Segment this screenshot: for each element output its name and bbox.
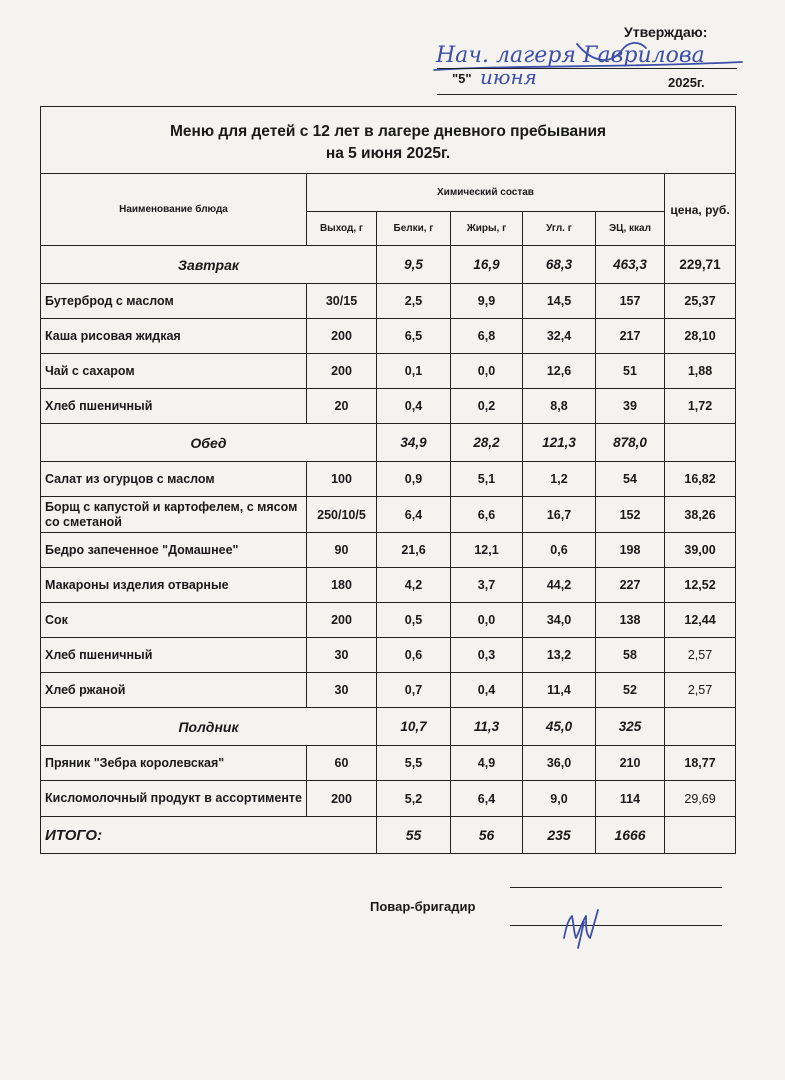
dish-yield: 180 bbox=[307, 568, 377, 603]
dish-fat: 0,2 bbox=[451, 389, 523, 424]
dish-price: 28,10 bbox=[665, 319, 736, 354]
table-row bbox=[41, 638, 736, 673]
menu-title-line1: Меню для детей с 12 лет в лагере дневного пребывания bbox=[169, 123, 607, 140]
dish-fat: 6,4 bbox=[451, 781, 523, 817]
header-protein: Белки, г bbox=[377, 212, 451, 246]
table-row bbox=[41, 533, 736, 568]
header-fat: Жиры, г bbox=[451, 212, 523, 246]
total-protein: 55 bbox=[377, 817, 451, 854]
table-row bbox=[41, 568, 736, 603]
dish-name: Каша рисовая жидкая bbox=[41, 319, 307, 354]
section-price bbox=[665, 708, 736, 746]
section-name: Полдник bbox=[41, 708, 377, 746]
dish-energy: 114 bbox=[596, 781, 665, 817]
dish-price: 29,69 bbox=[665, 781, 736, 817]
section-carbs: 121,3 bbox=[523, 424, 596, 462]
dish-fat: 9,9 bbox=[451, 284, 523, 319]
total-carbs: 235 bbox=[523, 817, 596, 854]
section-price: 229,71 bbox=[665, 246, 736, 284]
dish-energy: 210 bbox=[596, 746, 665, 781]
section-carbs: 68,3 bbox=[523, 246, 596, 284]
dish-carbs: 32,4 bbox=[523, 319, 596, 354]
dish-protein: 4,2 bbox=[377, 568, 451, 603]
dish-energy: 52 bbox=[596, 673, 665, 708]
table-row bbox=[41, 603, 736, 638]
dish-price: 1,72 bbox=[665, 389, 736, 424]
dish-name: Пряник "Зебра королевская" bbox=[41, 746, 307, 781]
dish-price: 18,77 bbox=[665, 746, 736, 781]
dish-name: Хлеб пшеничный bbox=[41, 389, 307, 424]
dish-yield: 200 bbox=[307, 603, 377, 638]
dish-fat: 6,8 bbox=[451, 319, 523, 354]
total-price bbox=[665, 817, 736, 854]
dish-energy: 54 bbox=[596, 462, 665, 497]
table-row bbox=[41, 746, 736, 781]
dish-energy: 198 bbox=[596, 533, 665, 568]
section-row-breakfast bbox=[41, 246, 736, 284]
dish-carbs: 14,5 bbox=[523, 284, 596, 319]
dish-fat: 0,4 bbox=[451, 673, 523, 708]
dish-protein: 6,4 bbox=[377, 497, 451, 533]
total-row bbox=[41, 817, 736, 854]
dish-protein: 5,2 bbox=[377, 781, 451, 817]
total-fat: 56 bbox=[451, 817, 523, 854]
dish-energy: 39 bbox=[596, 389, 665, 424]
dish-carbs: 1,2 bbox=[523, 462, 596, 497]
section-price bbox=[665, 424, 736, 462]
dish-yield: 200 bbox=[307, 781, 377, 817]
table-row bbox=[41, 389, 736, 424]
dish-energy: 227 bbox=[596, 568, 665, 603]
dish-name: Хлеб ржаной bbox=[41, 673, 307, 708]
section-protein: 9,5 bbox=[377, 246, 451, 284]
section-name: Обед bbox=[41, 424, 377, 462]
header-price: цена, руб. bbox=[665, 174, 736, 246]
dish-protein: 21,6 bbox=[377, 533, 451, 568]
section-row-snack bbox=[41, 708, 736, 746]
section-energy: 463,3 bbox=[596, 246, 665, 284]
dish-yield: 90 bbox=[307, 533, 377, 568]
total-energy: 1666 bbox=[596, 817, 665, 854]
dish-name: Бутерброд с маслом bbox=[41, 284, 307, 319]
section-fat: 16,9 bbox=[451, 246, 523, 284]
dish-yield: 200 bbox=[307, 354, 377, 389]
dish-fat: 0,3 bbox=[451, 638, 523, 673]
table-row bbox=[41, 462, 736, 497]
dish-fat: 5,1 bbox=[451, 462, 523, 497]
dish-protein: 0,9 bbox=[377, 462, 451, 497]
dish-protein: 0,1 bbox=[377, 354, 451, 389]
table-row bbox=[41, 284, 736, 319]
section-fat: 11,3 bbox=[451, 708, 523, 746]
dish-carbs: 0,6 bbox=[523, 533, 596, 568]
dish-fat: 0,0 bbox=[451, 603, 523, 638]
header-yield: Выход, г bbox=[307, 212, 377, 246]
dish-protein: 0,6 bbox=[377, 638, 451, 673]
approval-year: 2025г. bbox=[668, 75, 705, 90]
dish-protein: 6,5 bbox=[377, 319, 451, 354]
menu-table bbox=[40, 106, 736, 854]
dish-carbs: 8,8 bbox=[523, 389, 596, 424]
dish-energy: 157 bbox=[596, 284, 665, 319]
dish-energy: 51 bbox=[596, 354, 665, 389]
dish-yield: 200 bbox=[307, 319, 377, 354]
section-fat: 28,2 bbox=[451, 424, 523, 462]
dish-price: 2,57 bbox=[665, 673, 736, 708]
dish-yield: 20 bbox=[307, 389, 377, 424]
approval-month-handwritten bbox=[478, 64, 568, 92]
dish-price: 2,57 bbox=[665, 638, 736, 673]
dish-name: Бедро запеченное "Домашнее" bbox=[41, 533, 307, 568]
header-carbs: Угл. г bbox=[523, 212, 596, 246]
dish-yield: 30/15 bbox=[307, 284, 377, 319]
section-protein: 10,7 bbox=[377, 708, 451, 746]
dish-carbs: 44,2 bbox=[523, 568, 596, 603]
table-row bbox=[41, 354, 736, 389]
approval-line-2 bbox=[437, 94, 737, 95]
dish-price: 12,52 bbox=[665, 568, 736, 603]
dish-protein: 0,7 bbox=[377, 673, 451, 708]
dish-price: 38,26 bbox=[665, 497, 736, 533]
dish-carbs: 12,6 bbox=[523, 354, 596, 389]
table-row bbox=[41, 673, 736, 708]
dish-price: 12,44 bbox=[665, 603, 736, 638]
dish-energy: 58 bbox=[596, 638, 665, 673]
header-energy: ЭЦ, ккал bbox=[596, 212, 665, 246]
dish-yield: 30 bbox=[307, 638, 377, 673]
dish-fat: 12,1 bbox=[451, 533, 523, 568]
total-label: ИТОГО: bbox=[41, 817, 377, 854]
cook-line-top bbox=[510, 887, 722, 888]
dish-carbs: 9,0 bbox=[523, 781, 596, 817]
menu-title bbox=[41, 107, 736, 174]
section-name: Завтрак bbox=[41, 246, 377, 284]
dish-protein: 2,5 bbox=[377, 284, 451, 319]
approval-label: Утверждаю: bbox=[624, 24, 708, 40]
head-signature-text: Нач. лагеря Гаврилова bbox=[436, 43, 705, 68]
dish-carbs: 36,0 bbox=[523, 746, 596, 781]
dish-yield: 100 bbox=[307, 462, 377, 497]
dish-name: Борщ с капустой и картофелем, с мясом со сметаной bbox=[41, 497, 307, 533]
dish-name: Кисломолочный продукт в ассортименте bbox=[41, 781, 307, 817]
cook-signature bbox=[550, 902, 610, 954]
dish-name: Сок bbox=[41, 603, 307, 638]
dish-carbs: 13,2 bbox=[523, 638, 596, 673]
menu-title-line2: на 5 июня 2025г. bbox=[325, 145, 451, 162]
dish-yield: 60 bbox=[307, 746, 377, 781]
dish-protein: 0,5 bbox=[377, 603, 451, 638]
section-energy: 325 bbox=[596, 708, 665, 746]
section-carbs: 45,0 bbox=[523, 708, 596, 746]
dish-fat: 0,0 bbox=[451, 354, 523, 389]
dish-price: 25,37 bbox=[665, 284, 736, 319]
dish-yield: 250/10/5 bbox=[307, 497, 377, 533]
section-energy: 878,0 bbox=[596, 424, 665, 462]
dish-fat: 6,6 bbox=[451, 497, 523, 533]
dish-energy: 152 bbox=[596, 497, 665, 533]
dish-name: Хлеб пшеничный bbox=[41, 638, 307, 673]
dish-price: 39,00 bbox=[665, 533, 736, 568]
dish-fat: 4,9 bbox=[451, 746, 523, 781]
cook-label: Повар-бригадир bbox=[370, 899, 476, 914]
header-dish: Наименование блюда bbox=[41, 174, 307, 246]
table-row bbox=[41, 497, 736, 533]
dish-price: 16,82 bbox=[665, 462, 736, 497]
dish-name: Макароны изделия отварные bbox=[41, 568, 307, 603]
dish-protein: 5,5 bbox=[377, 746, 451, 781]
dish-fat: 3,7 bbox=[451, 568, 523, 603]
dish-name: Салат из огурцов с маслом bbox=[41, 462, 307, 497]
table-row bbox=[41, 781, 736, 817]
header-chem: Химический состав bbox=[307, 174, 665, 212]
dish-energy: 138 bbox=[596, 603, 665, 638]
dish-price: 1,88 bbox=[665, 354, 736, 389]
dish-yield: 30 bbox=[307, 673, 377, 708]
section-protein: 34,9 bbox=[377, 424, 451, 462]
dish-protein: 0,4 bbox=[377, 389, 451, 424]
dish-name: Чай с сахаром bbox=[41, 354, 307, 389]
approval-month: июня bbox=[480, 65, 537, 89]
section-row-lunch bbox=[41, 424, 736, 462]
approval-day: "5" bbox=[452, 71, 472, 86]
dish-carbs: 16,7 bbox=[523, 497, 596, 533]
dish-carbs: 34,0 bbox=[523, 603, 596, 638]
dish-carbs: 11,4 bbox=[523, 673, 596, 708]
table-row bbox=[41, 319, 736, 354]
cook-line-bottom bbox=[510, 925, 722, 926]
dish-energy: 217 bbox=[596, 319, 665, 354]
